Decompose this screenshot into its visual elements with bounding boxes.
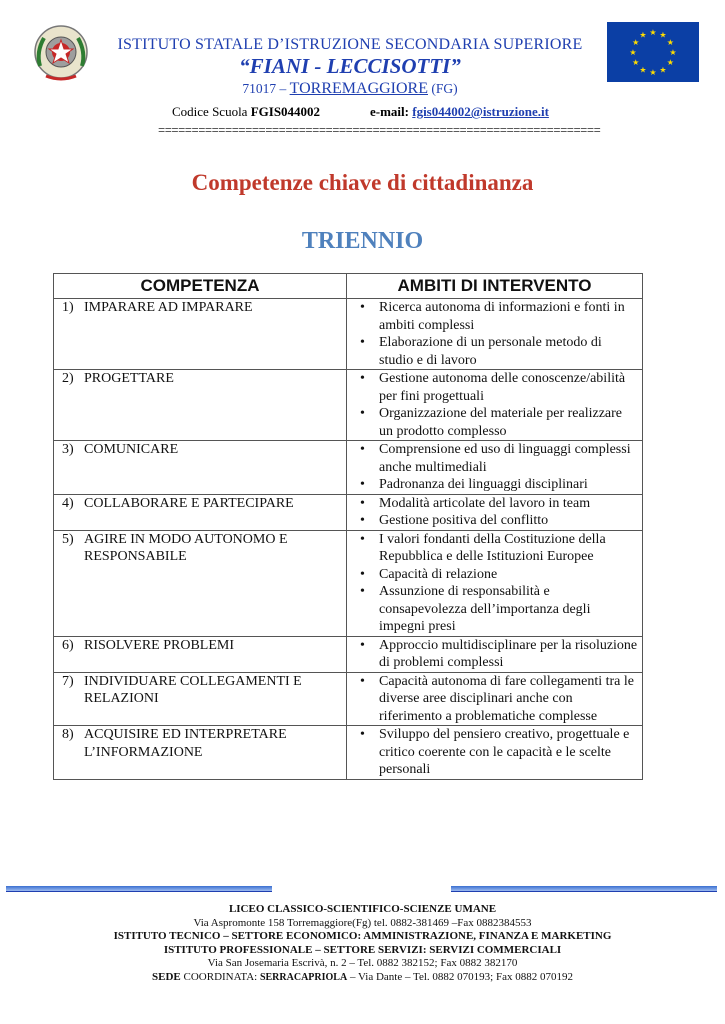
competenza-name: COMUNICARE [84,442,179,457]
ambito-item: • Approccio multidisciplinare per la risoluzione di problemi complessi [379,637,638,672]
ambiti-list [355,673,638,726]
footer-sede-town: SERRACAPRIOLA [259,971,348,983]
ambiti-cell [347,494,643,530]
ambito-item: • I valori fondanti della Costituzione della Repubblica e delle Istituzioni Europee [379,531,638,566]
ambiti-cell [347,370,643,441]
competenza-cell [54,370,347,441]
footer-bar-right [451,886,717,892]
competenza-number: 3) [62,442,74,457]
table-row [54,636,643,672]
eu-star-icon: ★ [666,38,674,47]
eu-star-icon: ★ [649,68,657,77]
eu-flag-icon [607,22,699,82]
competenza-number: 6) [62,637,74,653]
ambiti-list [355,726,638,779]
footer-liceo: LICEO CLASSICO-SCIENTIFICO-SCIENZE UMANE [228,903,497,915]
table-row [54,726,643,780]
ambiti-cell [347,672,643,726]
header-divider: ================================================================== [158,124,601,138]
eu-star-icon: ★ [669,48,677,57]
eu-star-icon: ★ [666,58,674,67]
competenza-name: AGIRE IN MODO AUTONOMO E RESPONSABILE [84,531,288,564]
column-header-competenza: COMPETENZA [54,274,347,299]
ambiti-list [355,441,638,494]
competenza-name: ACQUISIRE ED INTERPRETARE L’INFORMAZIONE [84,727,287,760]
ambito-item: • Ricerca autonoma di informazioni e fonti in ambiti complessi [379,299,638,334]
ambito-item: • Organizzazione del materiale per realizzare un prodotto complesso [379,405,638,440]
competenza-number: 4) [62,495,74,511]
competenza-number: 7) [62,673,74,689]
table-row [54,494,643,530]
school-code-value: FGIS044002 [250,104,321,119]
table-row [54,441,643,495]
competenza-cell [54,672,347,726]
ambiti-cell [347,530,643,636]
eu-star-icon: ★ [659,30,667,40]
school-code-label: Codice Scuola [172,104,248,119]
competenza-name: PROGETTARE [84,371,174,386]
eu-star-icon: ★ [659,65,667,75]
ambiti-cell [347,441,643,495]
province: (FG) [431,81,458,96]
footer-professionale-address: Via San Josemaria Escrivà, n. 2 – Tel. 0882 382152; Fax 0882 382170 [207,957,518,970]
ambito-item: • Gestione positiva del conflitto [379,512,638,530]
ambiti-list [355,531,638,636]
ambiti-cell [347,726,643,780]
competenza-number: 8) [62,727,74,742]
footer-tecnico: ISTITUTO TECNICO – SETTORE ECONOMICO: AMMINISTRAZIONE, FINANZA E MARKETING [113,930,612,943]
town-name: TORREMAGGIORE [289,80,428,97]
ambito-item: • Comprensione ed uso di linguaggi complessi anche multimediali [379,441,638,476]
eu-star-icon: ★ [639,65,647,75]
page-footer [0,903,725,985]
ambiti-list [355,495,638,530]
ambiti-list [355,637,638,672]
competenza-name: RISOLVERE PROBLEMI [84,637,235,653]
competenza-cell [54,494,347,530]
footer-sede-label: SEDE [152,970,181,983]
school-address [90,80,610,98]
competenza-name: COLLABORARE E PARTECIPARE [84,495,294,511]
column-header-ambiti: AMBITI DI INTERVENTO [347,274,643,299]
footer-bar-left [6,886,272,892]
eu-star-icon: ★ [639,30,647,40]
competenze-table [53,273,643,780]
ambito-item: • Sviluppo del pensiero creativo, progettuale e critico coerente con le capacità e le scelte personali [379,726,638,779]
ambiti-list [355,299,638,369]
competenza-cell [54,299,347,370]
ambito-item: • Gestione autonoma delle conoscenze/abilità per fini progettuali [379,370,638,405]
page-title: Competenze chiave di cittadinanza [191,170,534,195]
table-header-row [54,274,643,299]
school-email [370,104,549,120]
page-subtitle: TRIENNIO [301,228,424,254]
table-row [54,370,643,441]
footer-professionale: ISTITUTO PROFESSIONALE – SETTORE SERVIZI: SERVIZI COMMERCIALI [163,943,562,956]
ambito-item: • Padronanza dei linguaggi disciplinari [379,476,638,494]
competenza-number: 1) [62,300,74,315]
footer-sede [0,971,725,985]
eu-star-icon: ★ [649,28,657,37]
competenza-number: 5) [62,531,74,547]
ambiti-list [355,370,638,440]
school-code [172,104,320,120]
eu-star-icon: ★ [632,58,640,67]
competenza-number: 2) [62,371,74,386]
table-row [54,672,643,726]
eu-star-icon: ★ [632,38,640,47]
ambito-item: • Elaborazione di un personale metodo di studio e di lavoro [379,334,638,369]
footer-sede-text: COORDINATA: [183,970,258,983]
italian-republic-emblem-icon [32,22,90,84]
email-link[interactable]: fgis044002@istruzione.it [412,104,549,119]
ambito-item: • Capacità di relazione [379,566,638,584]
school-name: “FIANI - LECCISOTTI” [239,54,461,78]
table-row [54,530,643,636]
email-label: e-mail: [370,104,409,119]
ambito-item: • Assunzione di responsabilità e consapevolezza dell’importanza degli impegni presi [379,583,638,636]
ambiti-cell [347,636,643,672]
competenza-cell [54,636,347,672]
competenza-cell [54,530,347,636]
competenza-name: INDIVIDUARE COLLEGAMENTI E RELAZIONI [84,673,302,706]
competenza-name: IMPARARE AD IMPARARE [84,300,253,315]
ambiti-cell [347,299,643,370]
eu-star-icon: ★ [629,48,637,57]
footer-liceo-address: Via Aspromonte 158 Torremaggiore(Fg) tel. 0882-381469 –Fax 0882384553 [193,916,532,929]
ambito-item: • Modalità articolate del lavoro in team [379,495,638,513]
table-row [54,299,643,370]
footer-sede-rest: – Via Dante – Tel. 0882 070193; Fax 0882 070192 [349,970,573,983]
school-type: ISTITUTO STATALE D’ISTRUZIONE SECONDARIA SUPERIORE [117,36,583,53]
ambito-item: • Capacità autonoma di fare collegamenti tra le diverse aree disciplinari anche con riferimento a problematiche complesse [379,673,638,726]
competenza-cell [54,726,347,780]
competenza-cell [54,441,347,495]
postal-code: 71017 – [242,81,287,96]
